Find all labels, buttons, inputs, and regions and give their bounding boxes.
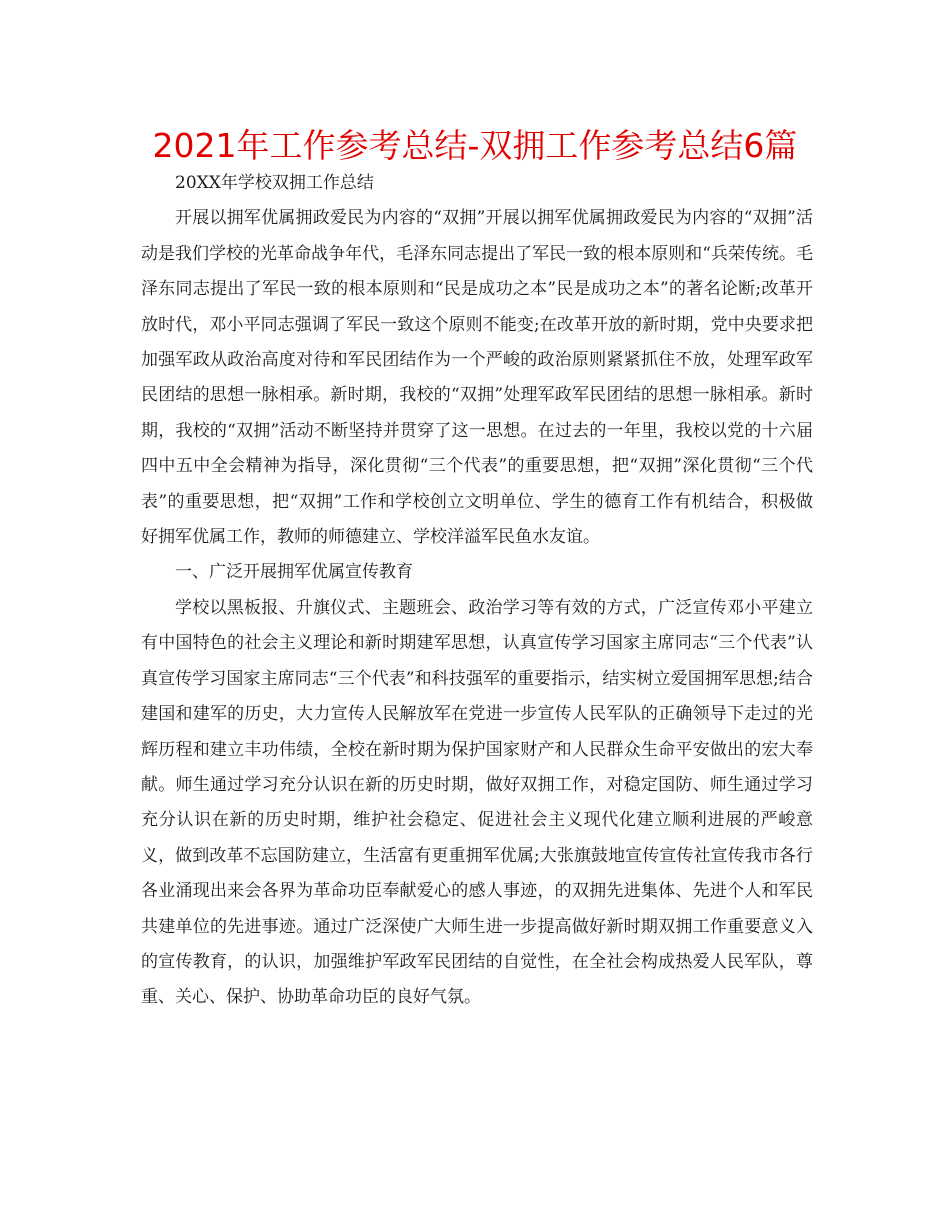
- document-title: 2021年工作参考总结-双拥工作参考总结6篇: [152, 126, 798, 165]
- document-body: [141, 166, 813, 1016]
- section-heading: 一、广泛开展拥军优属宣传教育: [175, 562, 413, 583]
- paragraph-section-1: 学校以黑板报、升旗仪式、主题班会、政治学习等有效的方式，广泛宣传邓小平建立有中国特色的社会主义理论和新时期建军思想，认真宣传学习国家主席同志“三个代表”认真宣传学习国家主席同志“三个代表”和科技强军的重要指示，结实树立爱国拥军思想;结合建国和建军的历史，大力宣传人民解放军在党进一步宣传人民军队的正确领导下走过的光辉历程和建立丰功伟绩，全校在新时期为保护国家财产和人民群众生命平安做出的宏大奉献。师生通过学习充分认识在新的历史时期，做好双拥工作，对稳定国防、师生通过学习充分认识在新的历史时期，维护社会稳定、促进社会主义现代化建立顺利进展的严峻意义，做到改革不忘国防建立，生活富有更重拥军优属;大张旗鼓地宣传宣传社宣传我市各行各业涌现出来会各界为革命功臣奉献爱心的感人事迹，的双拥先进集体、先进个人和军民共建单位的先进事迹。通过广泛深使广大师生进一步提高做好新时期双拥工作重要意义入的宣传教育，的认识，加强维护军政军民团结的自觉性，在全社会构成热爱人民军队，尊重、关心、保护、协助革命功臣的良好气氛。: [141, 597, 813, 1008]
- document-subtitle: 20XX年学校双拥工作总结: [175, 173, 374, 193]
- paragraph-intro: 开展以拥军优属拥政爱民为内容的“双拥”开展以拥军优属拥政爱民为内容的“双拥”活动是我们学校的光革命战争年代，毛泽东同志提出了军民一致的根本原则和“兵荣传统。毛泽东同志提出了军民一致的根本原则和“民是成功之本”民是成功之本”的著名论断;改革开放时代，邓小平同志强调了军民一致这个原则不能变;在改革开放的新时期，党中央要求把加强军政从政治高度对待和军民团结作为一个严峻的政治原则紧紧抓住不放，处理军政军民团结的思想一脉相承。新时期，我校的“双拥”处理军政军民团结的思想一脉相承。新时期，我校的“双拥”活动不断坚持并贯穿了这一思想。在过去的一年里，我校以党的十六届四中五中全会精神为指导，深化贯彻“三个代表”的重要思想，把“双拥”深化贯彻“三个代表”的重要思想，把“双拥”工作和学校创立文明单位、学生的德育工作有机结合，积极做好拥军优属工作，教师的师德建立、学校洋溢军民鱼水友谊。: [141, 208, 813, 548]
